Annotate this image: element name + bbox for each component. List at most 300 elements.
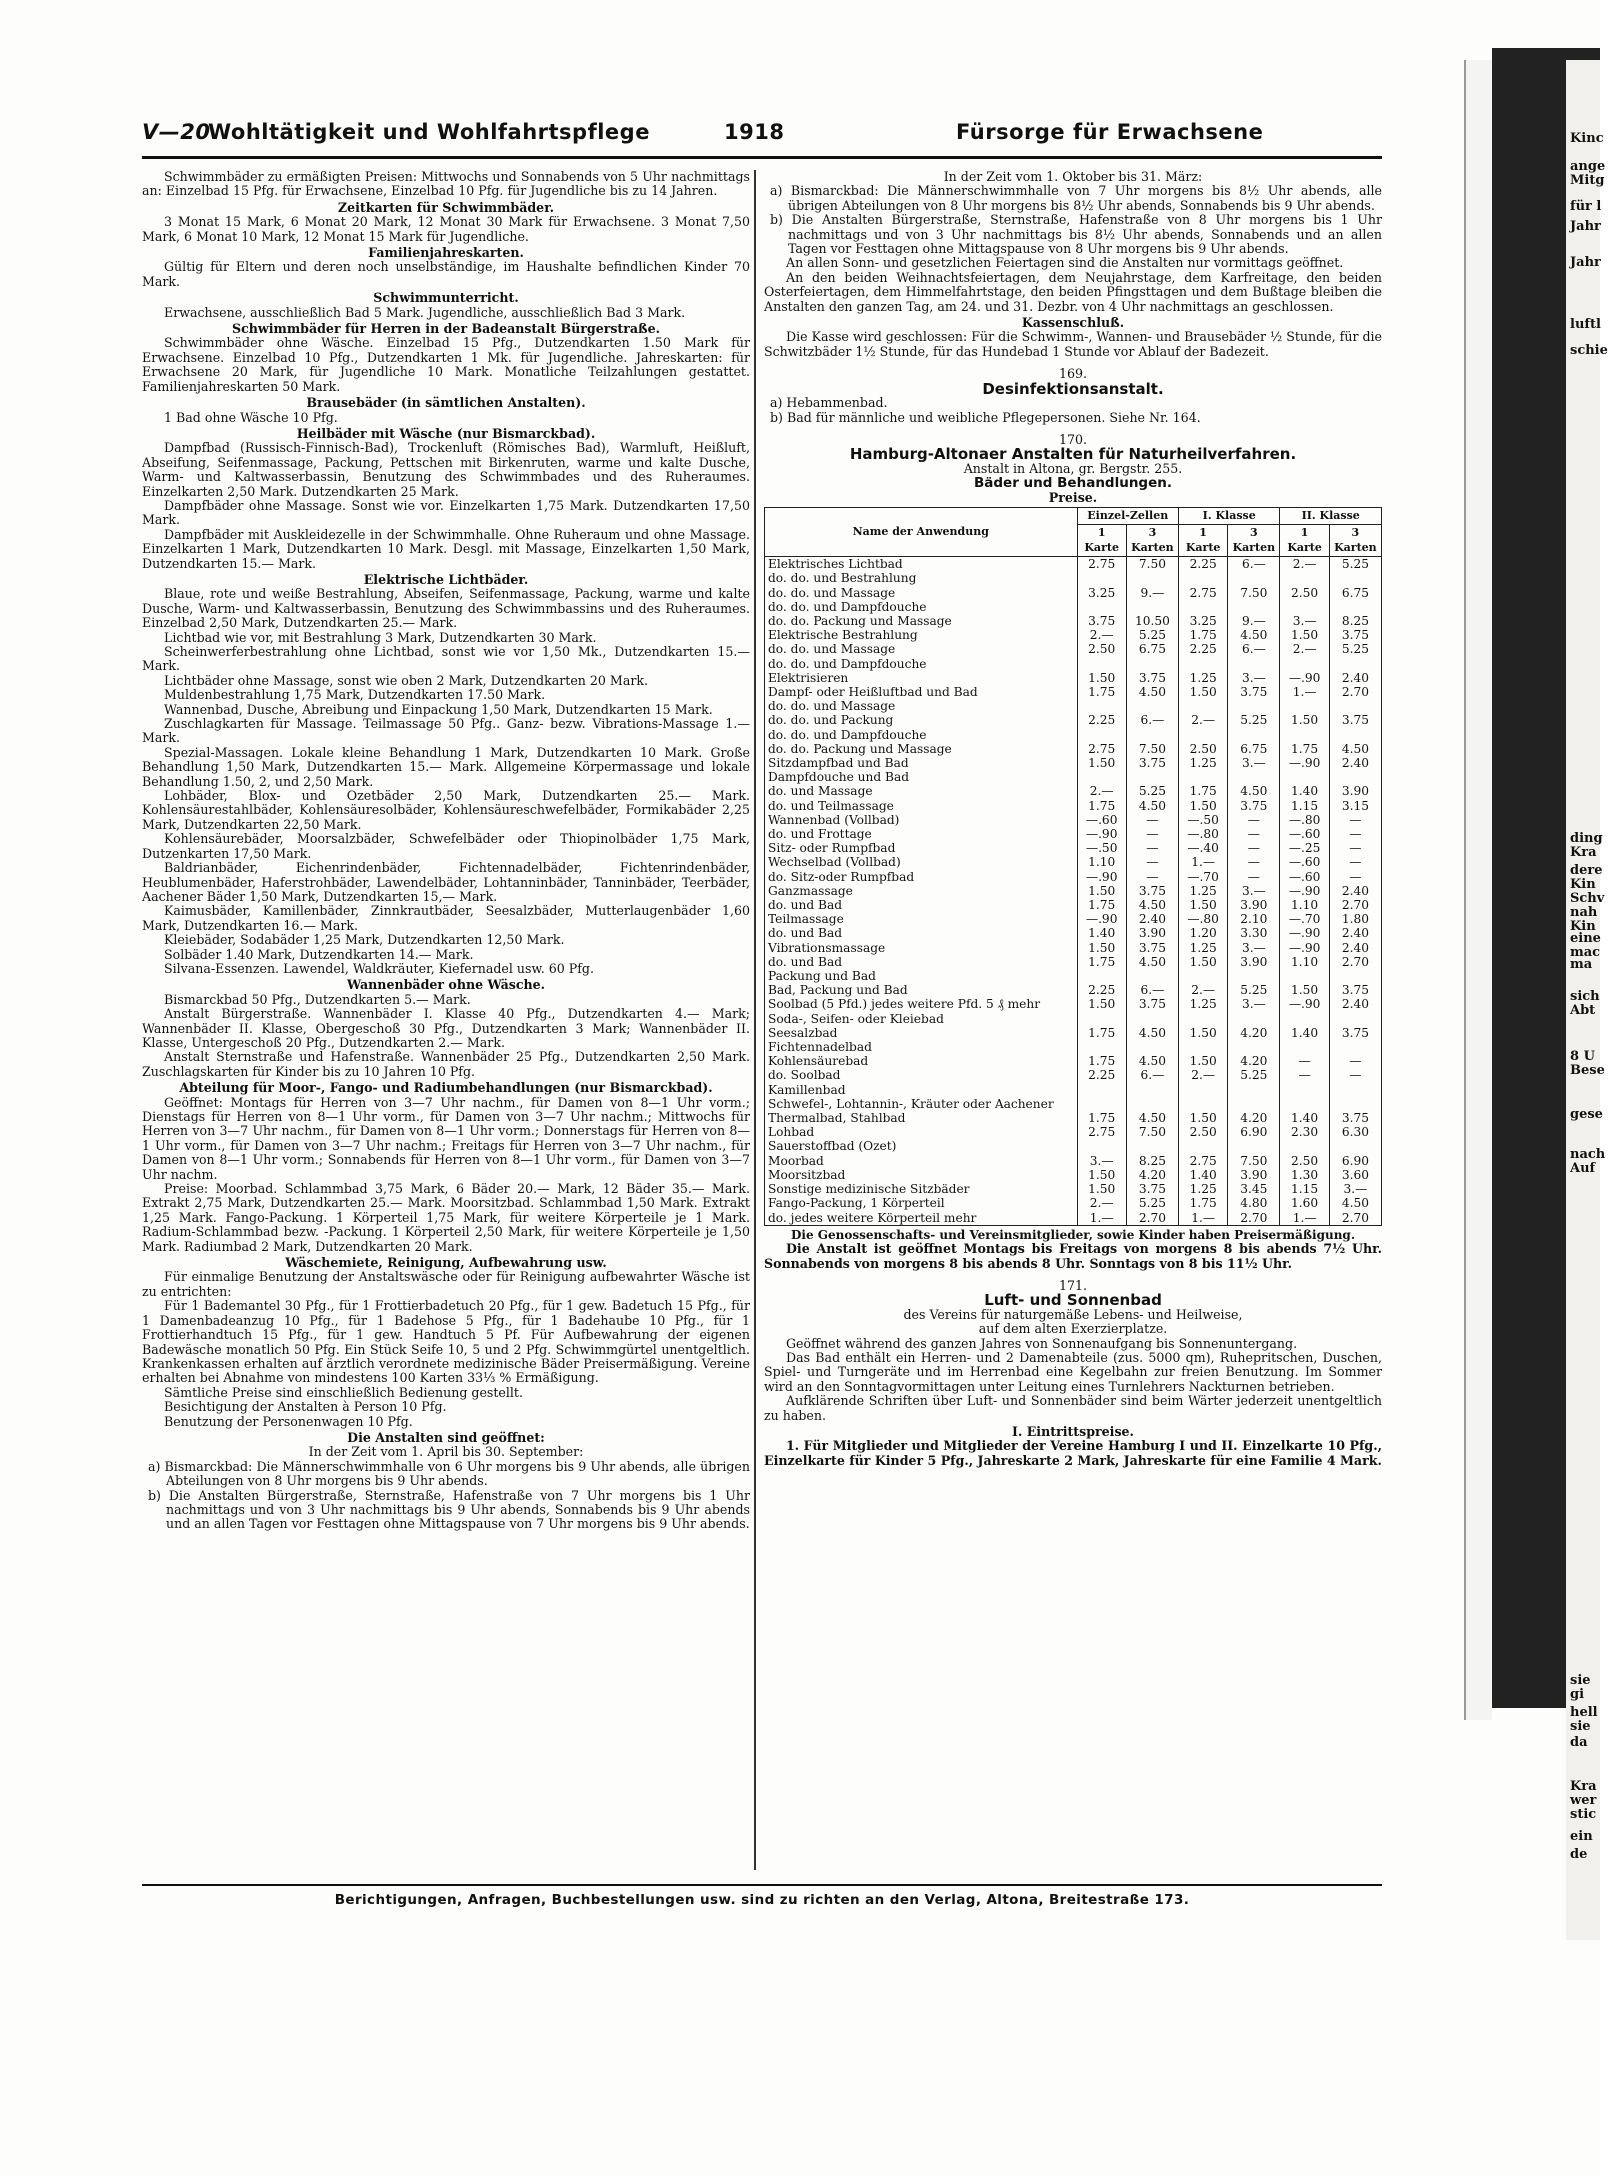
edge-fragment: de (1570, 1847, 1588, 1862)
treatment-name: Fichtennadelbad (765, 1040, 1078, 1054)
price-cell: 4.50 (1126, 898, 1178, 912)
price-cell: 4.20 (1228, 1026, 1280, 1040)
price-cell: 10.50 (1126, 614, 1178, 628)
price-cell: — (1126, 827, 1178, 841)
price-cell: 2.75 (1077, 1125, 1126, 1139)
edge-fragment: sich (1570, 989, 1600, 1004)
table-row (765, 571, 1382, 585)
edge-fragment: Kra (1570, 845, 1597, 860)
table-row (765, 600, 1382, 614)
treatment-name: Ganzmassage (765, 884, 1078, 898)
price-cell: 6.90 (1329, 1154, 1381, 1168)
price-cell: 1.75 (1178, 784, 1227, 798)
document-page (142, 112, 1382, 1912)
price-cell: 3.— (1228, 941, 1280, 955)
paragraph: Anstalt Sternstraße und Hafenstraße. Wannenbäder 25 Pfg., Dutzendkarten 2,50 Mark. Zuschlagskarten für Kinder bis zu 10 Jahren 10 Pfg. (142, 1049, 750, 1079)
price-cell: — (1228, 841, 1280, 855)
price-cell: 4.50 (1126, 1054, 1178, 1068)
price-cell: 2.40 (1329, 926, 1381, 940)
price-cell: —.25 (1280, 841, 1329, 855)
price-cell: 2.70 (1329, 955, 1381, 969)
price-cell: 2.50 (1077, 642, 1126, 656)
price-cell: 5.25 (1126, 628, 1178, 642)
edge-fragment: gi (1570, 1687, 1585, 1702)
price-cell (1178, 571, 1227, 585)
section-title-left: Wohltätigkeit und Wohlfahrtspflege (208, 120, 650, 144)
table-row (765, 1097, 1382, 1125)
treatment-name: do. jedes weitere Körperteil mehr (765, 1211, 1078, 1226)
price-cell (1228, 657, 1280, 671)
treatment-name: Elektrische Bestrahlung (765, 628, 1078, 642)
table-row (765, 1139, 1382, 1153)
treatment-name: do. und Massage (765, 784, 1078, 798)
price-cell: 2.70 (1126, 1211, 1178, 1226)
price-cell: 3.75 (1228, 799, 1280, 813)
section-171-location: auf dem alten Exerzierplatze. (978, 1321, 1168, 1337)
price-cell (1178, 728, 1227, 742)
price-cell: 1.40 (1280, 1026, 1329, 1040)
table-row (765, 1168, 1382, 1182)
price-cell: 1.25 (1178, 671, 1227, 685)
col-header-group: I. Klasse (1178, 507, 1279, 524)
price-cell (1329, 571, 1381, 585)
price-cell (1329, 657, 1381, 671)
paragraph: Schwimmbäder zu ermäßigten Preisen: Mittwochs und Sonnabends von 5 Uhr nachmittags an: Einzelbad 15 Pfg. für Erwachsene, Einzelbad 10 Pfg. für Jugendliche bis zu 14 Jahren. (142, 169, 750, 199)
price-cell: 2.25 (1077, 1068, 1126, 1082)
edge-fragment: ange (1570, 159, 1606, 174)
edge-fragment: ma (1570, 957, 1593, 972)
treatment-name: Soda-, Seifen- oder Kleiebad (765, 1012, 1078, 1026)
price-cell: —.90 (1280, 756, 1329, 770)
price-cell: — (1126, 870, 1178, 884)
paragraph: Für einmalige Benutzung der Anstaltswäsche oder für Reinigung aufbewahrter Wäsche ist zu entrichten: (142, 1269, 750, 1299)
treatment-name: Dampfdouche und Bad (765, 770, 1078, 784)
paragraph: Silvana-Essenzen. Lawendel, Waldkräuter, Kiefernadel usw. 60 Pfg. (164, 960, 594, 976)
price-cell (1077, 1139, 1126, 1153)
price-cell (1178, 657, 1227, 671)
treatment-name: do. do. Packung und Massage (765, 742, 1078, 756)
page-gutter (1464, 60, 1492, 1720)
left-column (142, 170, 750, 1880)
price-cell: 4.50 (1126, 1026, 1178, 1040)
price-cell: 2.— (1178, 1068, 1227, 1082)
table-row (765, 983, 1382, 997)
edge-fragment: wer (1570, 1793, 1597, 1808)
price-cell: 2.25 (1077, 713, 1126, 727)
table-row (765, 1182, 1382, 1196)
price-cell: — (1329, 827, 1381, 841)
price-cell: —.80 (1280, 813, 1329, 827)
price-cell: 1.10 (1077, 855, 1126, 869)
price-cell: 4.50 (1126, 799, 1178, 813)
price-cell (1329, 969, 1381, 983)
price-cell (1077, 1083, 1126, 1097)
price-cell: 5.25 (1228, 983, 1280, 997)
treatment-name: Kohlensäurebad (765, 1054, 1078, 1068)
price-cell: 3.75 (1329, 1097, 1381, 1125)
price-cell: 2.— (1280, 557, 1329, 572)
price-cell: 7.50 (1228, 586, 1280, 600)
edge-fragment: gese (1570, 1107, 1603, 1122)
price-cell: 1.50 (1178, 1097, 1227, 1125)
price-cell: 1.50 (1077, 1168, 1126, 1182)
price-cell (1178, 969, 1227, 983)
year: 1918 (724, 120, 785, 144)
table-row (765, 884, 1382, 898)
price-cell: 3.45 (1228, 1182, 1280, 1196)
price-cell: 1.50 (1280, 713, 1329, 727)
price-cell: 1.25 (1178, 1182, 1227, 1196)
paragraph: Für 1 Bademantel 30 Pfg., für 1 Frottierbadetuch 20 Pfg., für 1 gew. Badetuch 15 Pfg., für 1 Damenbadeanzug 10 Pfg., für 1 Badehose 5 Pfg., für 1 Badehaube 10 Pfg., für 1 Frottierhandtuch 15 Pfg., für 1 gew. Handtuch 5 Pf. Für Aufbewahrung der eigenen Badewäsche monatlich 50 Pfg. Ein Stück Seife 10, 5 und 2 Pfg. Schwimmgürtel unentgeltlich. Krankenkassen erhalten auf ärztlich verordnete medizinische Bäder Preisermäßigung. Vereine erhalten bei Abnahme von mindestens 100 Karten 33⅓ % Ermäßigung. (142, 1298, 750, 1386)
price-cell (1228, 699, 1280, 713)
price-cell: —.80 (1178, 912, 1227, 926)
price-cell (1280, 600, 1329, 614)
treatment-name: do. Sitz-oder Rumpfbad (765, 870, 1078, 884)
price-cell: — (1329, 841, 1381, 855)
table-row (765, 756, 1382, 770)
treatment-name: do. und Teilmassage (765, 799, 1078, 813)
price-cell: 6.75 (1329, 586, 1381, 600)
price-cell: 2.— (1077, 784, 1126, 798)
treatment-name: do. do. und Dampfdouche (765, 600, 1078, 614)
treatment-name: Dampf- oder Heißluftbad und Bad (765, 685, 1078, 699)
adjacent-page-fragment (1566, 60, 1608, 1940)
paragraph: Lohbäder, Blox- und Ozetbäder 2,50 Mark, Dutzendkarten 25.— Mark. Kohlensäurestahlbäder, Kohlensäuresolbäder, Kohlensäureschwefelbäder, Formikabäder 2,25 Mark, Dutzendkarten 22,50 Mark. (142, 788, 750, 832)
price-cell: — (1228, 813, 1280, 827)
subheading: Brausebäder (in sämtlichen Anstalten). (306, 395, 586, 411)
edge-fragment: mac (1570, 945, 1601, 960)
price-cell: 1.— (1280, 1211, 1329, 1226)
price-cell: 4.20 (1126, 1168, 1178, 1182)
table-row (765, 827, 1382, 841)
price-cell: 8.25 (1329, 614, 1381, 628)
edge-fragment: da (1570, 1735, 1588, 1750)
treatment-name: Moorbad (765, 1154, 1078, 1168)
paragraph: Scheinwerferbestrahlung ohne Lichtbad, sonst wie vor 1,50 Mk., Dutzendkarten 15.— Mark. (142, 644, 750, 674)
table-row (765, 813, 1382, 827)
price-cell: 3.— (1329, 1182, 1381, 1196)
price-cell: —.80 (1178, 827, 1227, 841)
price-cell (1077, 969, 1126, 983)
price-cell: 4.50 (1228, 784, 1280, 798)
price-cell: 2.25 (1178, 642, 1227, 656)
price-cell: 2.70 (1329, 685, 1381, 699)
price-cell: 1.50 (1077, 941, 1126, 955)
table-row (765, 1211, 1382, 1226)
treatment-name: do. und Bad (765, 898, 1078, 912)
price-cell: 1.75 (1077, 1054, 1126, 1068)
price-cell: — (1228, 870, 1280, 884)
price-cell: 4.50 (1228, 628, 1280, 642)
price-cell: —.60 (1280, 870, 1329, 884)
edge-fragment: dere (1570, 863, 1603, 878)
price-cell: 1.40 (1178, 1168, 1227, 1182)
treatment-name: Kamillenbad (765, 1083, 1078, 1097)
table-row (765, 1068, 1382, 1082)
edge-fragment: Mitg (1570, 173, 1605, 188)
paragraph: Benutzung der Personenwagen 10 Pfg. (164, 1413, 413, 1429)
price-cell: 7.50 (1126, 742, 1178, 756)
paragraph: Das Bad enthält ein Herren- und 2 Damenabteile (zus. 5000 qm), Ruhepritschen, Duschen, Spiel- und Turngeräte und im Herrenbad eine Kegelbahn zur freien Benutzung. Im Sommer wird an den Sonntagvormittagen unter Leitung eines Turnlehrers Nackturnen betrieben. (764, 1349, 1382, 1394)
price-cell: 3.75 (1126, 997, 1178, 1011)
price-cell: 1.50 (1178, 799, 1227, 813)
treatment-name: Moorsitzbad (765, 1168, 1078, 1182)
table-row (765, 557, 1382, 572)
price-cell (1280, 770, 1329, 784)
price-cell (1280, 1040, 1329, 1054)
price-cell (1126, 657, 1178, 671)
price-cell (1228, 969, 1280, 983)
paragraph: Die Kasse wird geschlossen: Für die Schwimm-, Wannen- und Brausebäder ½ Stunde, für die Schwitzbäder 1½ Stunde, für das Hundebad 1 Stunde vor Ablauf der Badezeit. (764, 329, 1383, 359)
edge-fragment: Kra (1570, 1779, 1597, 1794)
table-row (765, 657, 1382, 671)
price-cell: —.40 (1178, 841, 1227, 855)
price-cell: — (1280, 1068, 1329, 1082)
price-cell: 1.20 (1178, 926, 1227, 940)
treatment-name: do. do. und Packung (765, 713, 1078, 727)
table-row (765, 586, 1382, 600)
paragraph: In der Zeit vom 1. April bis 30. September: (308, 1444, 584, 1460)
treatment-name: Sitz- oder Rumpfbad (765, 841, 1078, 855)
price-cell (1077, 600, 1126, 614)
price-cell: —.90 (1280, 941, 1329, 955)
edge-fragment: stic (1570, 1807, 1597, 1822)
subheading: Wannenbäder ohne Wäsche. (346, 977, 546, 993)
price-cell (1126, 770, 1178, 784)
treatment-name: Elektrisches Lichtbad (765, 557, 1078, 572)
price-cell (1126, 969, 1178, 983)
paragraph: An den beiden Weihnachtsfeiertagen, dem Neujahrstage, dem Karfreitage, den beiden Osterfeiertagen, dem Himmelfahrtstage, den beiden Pfingsttagen und dem Bußtage bleiben die Anstalten den ganzen Tag, am 24. und 31. Dezbr. von 4 Uhr nachmittags an geschlossen. (764, 269, 1382, 314)
section-170-title: Hamburg-Altonaer Anstalten für Naturheilverfahren. (849, 445, 1297, 464)
price-cell: 1.10 (1280, 898, 1329, 912)
price-cell: 2.50 (1280, 586, 1329, 600)
section-170-number: 170. (1058, 431, 1088, 447)
price-cell: 6.30 (1329, 1125, 1381, 1139)
page-reference: V—20 (142, 120, 211, 144)
table-row (765, 1154, 1382, 1168)
price-cell (1228, 770, 1280, 784)
price-cell: —.70 (1280, 912, 1329, 926)
price-cell: 2.70 (1228, 1211, 1280, 1226)
price-cell: 3.90 (1228, 955, 1280, 969)
price-cell: —.60 (1077, 813, 1126, 827)
treatment-name: Schwefel-, Lohtannin-, Kräuter oder Aachener Thermalbad, Stahlbad (765, 1097, 1078, 1125)
price-table-body (765, 557, 1382, 1226)
price-cell: 1.50 (1077, 756, 1126, 770)
price-cell: 6.— (1126, 713, 1178, 727)
table-row (765, 1040, 1382, 1054)
price-cell (1077, 699, 1126, 713)
paragraph: Zuschlagkarten für Massage. Teilmassage 50 Pfg.. Ganz- bezw. Vibrations-Massage 1.— Mark. (142, 716, 750, 746)
treatment-name: do. do. und Bestrahlung (765, 571, 1078, 585)
price-cell: 2.10 (1228, 912, 1280, 926)
subheading: Die Anstalten sind geöffnet: (347, 1429, 545, 1445)
list-item: a) Hebammenbad. (770, 395, 888, 411)
table-row (765, 642, 1382, 656)
price-cell: 4.50 (1126, 955, 1178, 969)
price-cell (1077, 657, 1126, 671)
table-row (765, 969, 1382, 983)
price-cell (1329, 1139, 1381, 1153)
list-item: b) Die Anstalten Bürgerstraße, Sternstraße, Hafenstraße von 7 Uhr morgens bis 1 Uhr nachmittags und von 3 Uhr nachmittags bis 9 Uhr abends, Sonnabends bis 9 Uhr abends und an allen Tagen vor Festtagen ohne Mittagspause von 7 Uhr morgens bis 9 Uhr abends. (148, 1487, 750, 1532)
price-cell: 1.40 (1280, 1097, 1329, 1125)
edge-fragment: sie (1570, 1673, 1591, 1688)
subheading: Schwimmunterricht. (373, 290, 519, 306)
price-cell: 2.50 (1280, 1154, 1329, 1168)
price-cell: 2.25 (1178, 557, 1227, 572)
price-cell (1178, 1012, 1227, 1026)
price-cell: — (1126, 813, 1178, 827)
price-cell: 5.25 (1228, 713, 1280, 727)
price-cell: 1.25 (1178, 884, 1227, 898)
price-cell (1178, 1083, 1227, 1097)
paragraph: Aufklärende Schriften über Luft- und Sonnenbäder sind beim Wärter jederzeit unentgeltlich zu haben. (764, 1393, 1382, 1423)
price-cell (1280, 571, 1329, 585)
treatment-name: do. und Bad (765, 926, 1078, 940)
paragraph: Muldenbestrahlung 1,75 Mark, Dutzendkarten 17.50 Mark. (164, 687, 546, 703)
prices-label: Preise. (1048, 489, 1098, 505)
price-cell: 2.40 (1329, 997, 1381, 1011)
price-cell: 1.40 (1077, 926, 1126, 940)
price-cell (1178, 1040, 1227, 1054)
price-cell: 2.40 (1329, 671, 1381, 685)
price-cell: — (1329, 813, 1381, 827)
price-cell: 1.75 (1077, 955, 1126, 969)
price-cell: 4.80 (1228, 1196, 1280, 1210)
price-cell: 4.20 (1228, 1054, 1280, 1068)
price-cell (1228, 571, 1280, 585)
price-cell: 2.— (1280, 642, 1329, 656)
list-item: a) Bismarckbad: Die Männerschwimmhalle von 6 Uhr morgens bis 9 Uhr abends, alle übrigen Abteilungen von 8 Uhr morgens bis 9 Uhr abends. (148, 1458, 750, 1489)
price-cell: 1.25 (1178, 997, 1227, 1011)
price-cell: 2.30 (1280, 1125, 1329, 1139)
table-row (765, 614, 1382, 628)
price-cell (1280, 1139, 1329, 1153)
edge-fragment: Jahr (1570, 255, 1601, 270)
price-cell: 5.25 (1126, 784, 1178, 798)
treatment-name: do. do. und Dampfdouche (765, 728, 1078, 742)
price-cell: 1.80 (1329, 912, 1381, 926)
entry-prices-heading: I. Eintrittspreise. (1012, 1423, 1134, 1439)
price-cell: 3.90 (1228, 1168, 1280, 1182)
price-cell (1329, 1040, 1381, 1054)
list-item: b) Die Anstalten Bürgerstraße, Sternstraße, Hafenstraße von 8 Uhr morgens bis 1 Uhr nachmittags und von 3 Uhr nachmittags bis 8½ Uhr abends, Sonnabends und an allen Tagen vor Festtagen ohne Mittagspause von 8 Uhr morgens bis 9 Uhr abends. (770, 212, 1382, 257)
price-cell: 1.40 (1280, 784, 1329, 798)
price-cell: 1.75 (1077, 898, 1126, 912)
price-cell: 4.20 (1228, 1097, 1280, 1125)
col-header-group: II. Klasse (1280, 507, 1382, 524)
price-cell (1178, 600, 1227, 614)
table-row (765, 685, 1382, 699)
price-cell: 2.40 (1329, 756, 1381, 770)
paragraph: Preise: Moorbad. Schlammbad 3,75 Mark, 6 Bäder 20.— Mark, 12 Bäder 35.— Mark. Extrakt 2,75 Mark, Dutzendkarten 25.— Mark. Moorsitzbad. Schlammbad 1,50 Mark. Extrakt 1,25 Mark. Fango-Packung. 1 Körperteil 1,75 Mark, für weitere Körperteile je 1 Mark. Radium-Schlammbad bezw. -Packung. 1 Körperteil 2,50 Mark, für weitere Körperteile je 1,50 Mark. Radiumbad 2 Mark, Dutzendkarten 20 Mark. (142, 1181, 750, 1254)
treatment-name: Wannenbad (Vollbad) (765, 813, 1078, 827)
treatment-name: do. do. und Massage (765, 699, 1078, 713)
treatment-name: do. und Bad (765, 955, 1078, 969)
table-row (765, 912, 1382, 926)
price-cell (1126, 1139, 1178, 1153)
price-cell: —.90 (1280, 926, 1329, 940)
price-cell: 3.60 (1329, 1168, 1381, 1182)
price-cell: 5.25 (1329, 557, 1381, 572)
price-cell: 7.50 (1228, 1154, 1280, 1168)
paragraph: Besichtigung der Anstalten à Person 10 Pfg. (164, 1399, 447, 1415)
price-cell (1126, 1012, 1178, 1026)
table-row (765, 941, 1382, 955)
price-cell: 6.75 (1228, 742, 1280, 756)
price-cell: 3.— (1077, 1154, 1126, 1168)
price-cell: 3.25 (1178, 614, 1227, 628)
price-cell: 3.— (1280, 614, 1329, 628)
edge-fragment: Jahr (1570, 219, 1601, 234)
edge-fragment: Auf (1570, 1161, 1596, 1176)
section-171-subtitle: des Vereins für naturgemäße Lebens- und Heilweise, (903, 1306, 1243, 1322)
subheading: Heilbäder mit Wäsche (nur Bismarckbad). (296, 425, 596, 441)
section-title-right: Fürsorge für Erwachsene (956, 120, 1264, 144)
publisher-footer: Berichtigungen, Anfragen, Buchbestellungen usw. sind zu richten an den Verlag, Altona, Breitestraße 173. (142, 1884, 1382, 1908)
table-row (765, 841, 1382, 855)
price-cell: 2.— (1077, 1196, 1126, 1210)
price-cell: 1.60 (1280, 1196, 1329, 1210)
price-cell: 3.90 (1126, 926, 1178, 940)
price-cell: 1.— (1178, 1211, 1227, 1226)
section-169-number: 169. (1058, 366, 1088, 382)
price-cell: —.50 (1178, 813, 1227, 827)
table-row (765, 799, 1382, 813)
subheading: Schwimmbäder für Herren in der Badeanstalt Bürgerstraße. (231, 321, 661, 337)
price-cell: — (1228, 855, 1280, 869)
price-cell: 1.50 (1178, 1026, 1227, 1040)
edge-fragment: schie (1570, 343, 1608, 358)
subcol-header: 1 Karte (1280, 525, 1329, 557)
price-cell: 1.50 (1178, 1054, 1227, 1068)
table-row (765, 1026, 1382, 1040)
price-cell: 2.40 (1329, 941, 1381, 955)
member-discount-note: Die Genossenschafts- und Vereinsmitglieder, sowie Kinder haben Preisermäßigung. (790, 1227, 1355, 1242)
treatment-name: Vibrationsmassage (765, 941, 1078, 955)
price-cell (1178, 1139, 1227, 1153)
price-cell: 3.90 (1329, 784, 1381, 798)
price-cell: 3.75 (1126, 671, 1178, 685)
table-row (765, 713, 1382, 727)
price-cell: —.90 (1077, 912, 1126, 926)
price-cell: 1.25 (1178, 756, 1227, 770)
price-cell: 1.75 (1280, 742, 1329, 756)
paragraph: Kaimusbäder, Kamillenbäder, Zinnkrautbäder, Seesalzbäder, Mutterlaugenbäder 1,60 Mark, Dutzendkarten 16.— Mark. (142, 903, 750, 933)
price-cell: 6.— (1126, 1068, 1178, 1082)
price-cell: 6.75 (1126, 642, 1178, 656)
subheading: Elektrische Lichtbäder. (363, 571, 529, 587)
price-cell (1126, 571, 1178, 585)
price-cell: 2.40 (1126, 912, 1178, 926)
treatment-name: Fango-Packung, 1 Körperteil (765, 1196, 1078, 1210)
table-row (765, 671, 1382, 685)
table-row (765, 1012, 1382, 1026)
price-cell: 5.25 (1126, 1196, 1178, 1210)
paragraph: Dampfbad (Russisch-Finnisch-Bad), Trockenluft (Römisches Bad), Warmluft, Heißluft, Abseifung, Seifenmassage, Packung, Pettschen mit Birkenruten, warme und kalte Dusche, Warm- und Kaltwasserbassin, Benutzung des Schwimmbades und des Ruheraumes. Einzelkarten 2,50 Mark. Dutzendkarten 25 Mark. (142, 440, 750, 499)
edge-fragment: nach (1570, 1147, 1606, 1162)
price-cell: 2.50 (1178, 742, 1227, 756)
price-cell: 7.50 (1126, 557, 1178, 572)
edge-fragment: 8 U (1570, 1049, 1595, 1064)
price-cell: —.50 (1077, 841, 1126, 855)
subheading: Familienjahreskarten. (368, 245, 524, 261)
treatment-name: Sitzdampfbad und Bad (765, 756, 1078, 770)
price-cell: 1.75 (1077, 1026, 1126, 1040)
table-row (765, 898, 1382, 912)
edge-fragment: hell (1570, 1705, 1598, 1720)
price-cell (1280, 699, 1329, 713)
